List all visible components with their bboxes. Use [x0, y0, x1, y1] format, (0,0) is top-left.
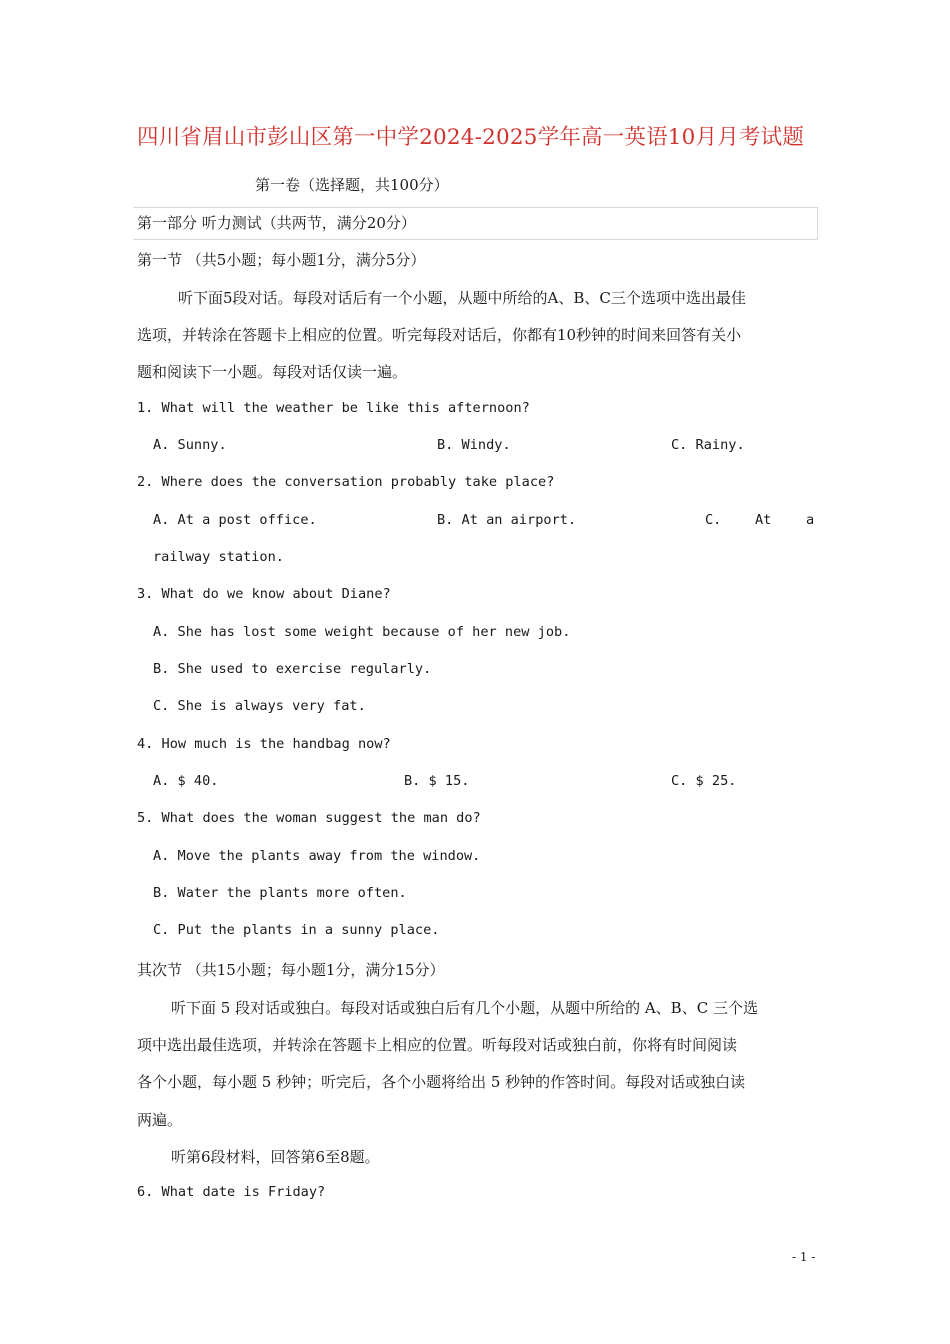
question-6-stem: 6. What date is Friday?	[137, 1184, 326, 1200]
section1-instruction-line: 选项，并转涂在答题卡上相应的位置。听完每段对话后，你都有10秒钟的时间来回答有关小	[137, 326, 742, 344]
divider-right	[817, 208, 818, 240]
question-1-option-c: C. Rainy.	[671, 437, 745, 453]
part-header: 第一部分 听力测试（共两节，满分20分）	[137, 214, 416, 232]
question-1-stem: 1. What will the weather be like this afternoon?	[137, 400, 530, 416]
question-2-option-c-continued: railway station.	[153, 549, 284, 565]
section2-instruction-line: 听下面 5 段对话或独白。每段对话或独白后有几个小题，从题中所给的 A、B、C 三个选	[171, 999, 758, 1017]
section2-instruction-line: 各个小题，每小题 5 秒钟；听完后，各个小题将给出 5 秒钟的作答时间。每段对话或独白读	[137, 1073, 746, 1091]
question-2-option-c-word: a	[806, 512, 815, 528]
divider-bottom	[133, 239, 818, 240]
section2-instruction-line: 两遍。	[137, 1111, 183, 1129]
question-3-stem: 3. What do we know about Diane?	[137, 586, 391, 602]
page-title: 四川省眉山市彭山区第一中学2024-2025学年高一英语10月月考试题	[137, 125, 805, 150]
question-1-option-b: B. Windy.	[437, 437, 511, 453]
question-5-option-c: C. Put the plants in a sunny place.	[153, 922, 440, 938]
question-1-option-a: A. Sunny.	[153, 437, 227, 453]
section2-header: 其次节 （共15小题；每小题1分，满分15分）	[137, 961, 445, 979]
question-2-option-a: A. At a post office.	[153, 512, 317, 528]
question-4-option-a: A. $ 40.	[153, 773, 219, 789]
question-2-option-c-word: At	[755, 512, 772, 528]
question-4-stem: 4. How much is the handbag now?	[137, 736, 391, 752]
divider-top	[133, 207, 818, 208]
material-note: 听第6段材料，回答第6至8题。	[171, 1148, 380, 1166]
question-2-stem: 2. Where does the conversation probably take place?	[137, 474, 555, 490]
question-3-option-c: C. She is always very fat.	[153, 698, 366, 714]
volume-header: 第一卷（选择题，共100分）	[255, 176, 449, 194]
section1-instruction-line: 题和阅读下一小题。每段对话仅读一遍。	[137, 363, 408, 381]
question-5-option-a: A. Move the plants away from the window.	[153, 848, 481, 864]
question-4-option-c: C. $ 25.	[671, 773, 737, 789]
question-5-option-b: B. Water the plants more often.	[153, 885, 407, 901]
page-number: - 1 -	[792, 1250, 816, 1264]
section2-instruction-line: 项中选出最佳选项，并转涂在答题卡上相应的位置。听每段对话或独白前，你将有时间阅读	[137, 1036, 738, 1054]
section1-instruction-line: 听下面5段对话。每段对话后有一个小题，从题中所给的A、B、C三个选项中选出最佳	[178, 289, 746, 307]
question-5-stem: 5. What does the woman suggest the man do?	[137, 810, 481, 826]
question-3-option-b: B. She used to exercise regularly.	[153, 661, 432, 677]
question-2-option-c-label: C.	[705, 512, 722, 528]
question-2-option-b: B. At an airport.	[437, 512, 577, 528]
section1-header: 第一节 （共5小题；每小题1分，满分5分）	[137, 251, 426, 269]
question-4-option-b: B. $ 15.	[404, 773, 470, 789]
question-3-option-a: A. She has lost some weight because of her new job.	[153, 624, 571, 640]
